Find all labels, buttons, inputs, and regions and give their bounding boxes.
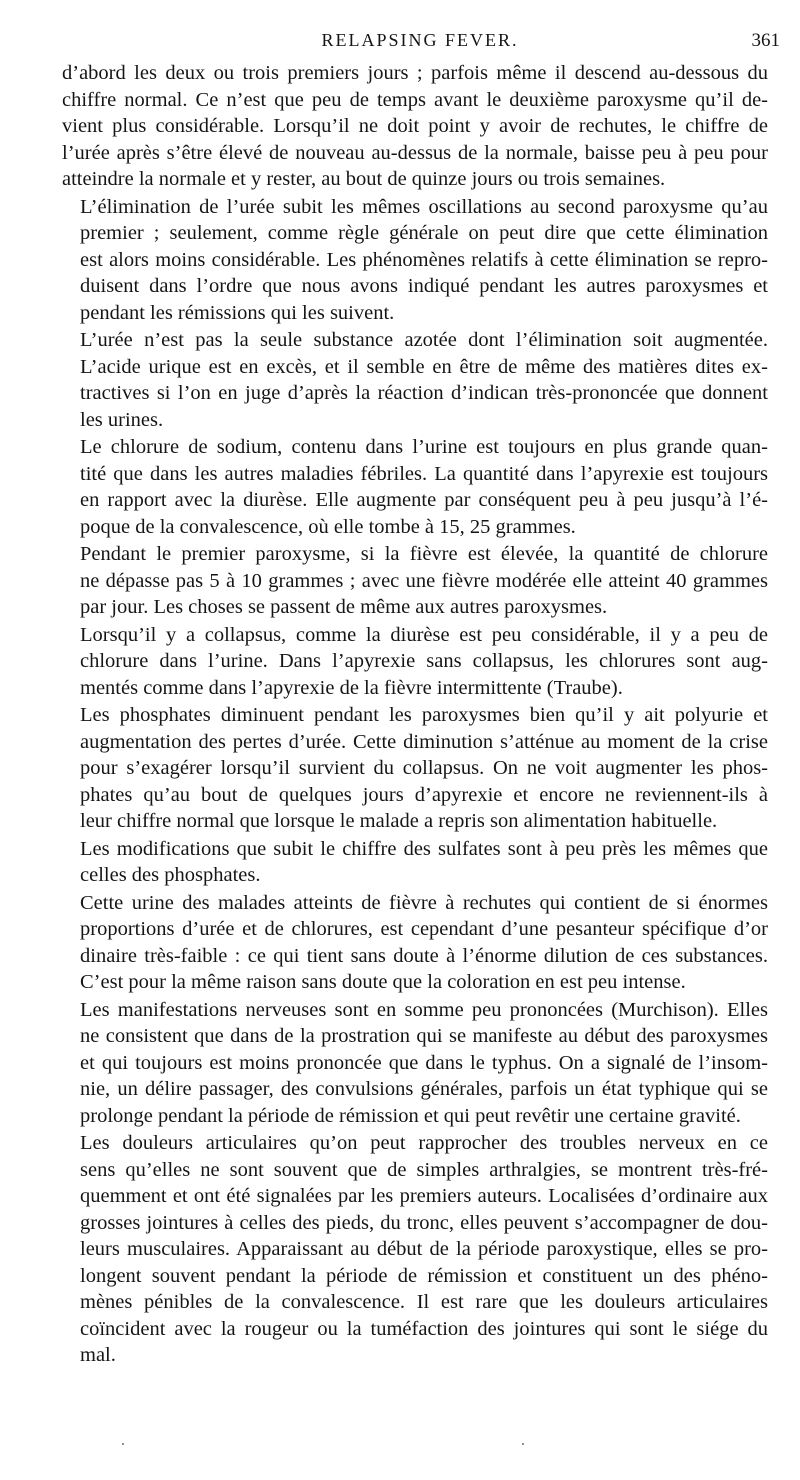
text-line: tractives si l’on en juge d’après la réaction d’indican très-prononcée que donnent bbox=[80, 382, 768, 404]
text-line: Les manifestations nerveuses sont en somme peu prononcées (Murchison). Elles bbox=[80, 998, 768, 1021]
paragraph-1 bbox=[62, 60, 768, 193]
body-text bbox=[62, 60, 768, 1370]
text-line: et qui toujours est moins prononcée que dans le typhus. On a signalé de l’insom- bbox=[80, 1051, 768, 1074]
text-line: Les douleurs articulaires qu’on peut rapprocher des troubles nerveux en ce bbox=[80, 1132, 768, 1154]
text-line: Les phosphates diminuent pendant les paroxysmes bien qu’il y ait polyurie et bbox=[80, 704, 768, 726]
text-line: vient plus considérable. Lorsqu’il ne doit point y avoir de rechutes, le chiffre de bbox=[62, 115, 768, 137]
text-line: nie, un délire passager, des convulsions générales, parfois un état typhique qui se bbox=[80, 1078, 768, 1100]
paragraph-3 bbox=[62, 327, 768, 433]
paragraph-11 bbox=[62, 1130, 768, 1369]
text-line: d’abord les deux ou trois premiers jours ; parfois même il descend au-dessous du bbox=[62, 62, 768, 84]
text-line: L’urée n’est pas la seule substance azotée dont l’élimination soit augmentée. bbox=[80, 329, 768, 351]
text-line: prolonge pendant la période de rémission et qui peut revêtir une certaine gravité. bbox=[80, 1104, 741, 1127]
text-line: poque de la convalescence, où elle tombe à 15, 25 grammes. bbox=[80, 515, 576, 538]
text-line: quemment et ont été signalées par les premiers auteurs. Localisées d’ordinaire aux bbox=[80, 1185, 768, 1207]
paragraph-2 bbox=[62, 194, 768, 327]
text-line: est alors moins considérable. Les phénomènes relatifs à cette élimination se repro- bbox=[80, 248, 768, 271]
text-line: augmentation des pertes d’urée. Cette diminution s’atténue au moment de la crise bbox=[80, 730, 768, 753]
text-line: chlorure dans l’urine. Dans l’apyrexie sans collapsus, les chlorures sont aug- bbox=[80, 650, 768, 672]
text-line: longent souvent pendant la période de rémission et constituent un des phéno- bbox=[80, 1264, 768, 1287]
text-line: proportions d’urée et de chlorures, est cependant d’une pesanteur spécifique d’or bbox=[80, 918, 768, 940]
text-line: dinaire très-faible : ce qui tient sans doute à l’énorme dilution de ces substances. bbox=[80, 944, 768, 967]
text-line: par jour. Les choses se passent de même aux autres paroxysmes. bbox=[80, 596, 608, 618]
text-line: L’acide urique est en excès, et il semble en être de même des matières dites ex- bbox=[80, 355, 768, 378]
text-line: grosses jointures à celles des pieds, du tronc, elles peuvent s’accompagner de dou- bbox=[80, 1211, 768, 1234]
paragraph-6 bbox=[62, 622, 768, 702]
text-line: mènes pénibles de la convalescence. Il est rare que les douleurs articulaires bbox=[80, 1291, 768, 1313]
text-line: ne dépasse pas 5 à 10 grammes ; avec une fièvre modérée elle atteint 40 grammes bbox=[80, 569, 768, 592]
page-number: 361 bbox=[751, 30, 780, 51]
text-line: mentés comme dans l’apyrexie de la fièvre intermittente (Traube). bbox=[80, 676, 623, 699]
text-line: mal. bbox=[80, 1344, 116, 1366]
text-line: Lorsqu’il y a collapsus, comme la diurèse est peu considérable, il y a peu de bbox=[80, 623, 768, 646]
paragraph-4 bbox=[62, 434, 768, 540]
text-line: pour s’exagérer lorsqu’il survient du collapsus. On ne voit augmenter les phos- bbox=[80, 757, 768, 779]
text-line: les urines. bbox=[80, 408, 164, 431]
text-line: ne consistent que dans de la prostration qui se manifeste au début des paroxysmes bbox=[80, 1025, 768, 1047]
text-line: chiffre normal. Ce n’est que peu de temps avant le deuxième paroxysme qu’il de- bbox=[62, 88, 768, 111]
paragraph-7 bbox=[62, 702, 768, 835]
text-line: celles des phosphates. bbox=[80, 864, 261, 886]
text-line: l’urée après s’être élevé de nouveau au-dessus de la normale, baisse peu à peu pour bbox=[62, 141, 768, 164]
scan-speck bbox=[122, 1443, 124, 1445]
text-line: Cette urine des malades atteints de fièvre à rechutes qui contient de si énormes bbox=[80, 891, 768, 914]
running-head bbox=[60, 30, 780, 54]
scan-speck bbox=[522, 1443, 524, 1445]
running-title: RELAPSING FEVER. bbox=[321, 30, 519, 50]
text-line: L’élimination de l’urée subit les mêmes oscillations au second paroxysme qu’au bbox=[80, 195, 768, 218]
paragraph-9 bbox=[62, 890, 768, 996]
paragraph-10 bbox=[62, 997, 768, 1130]
text-line: coïncident avec la rougeur ou la tuméfaction des jointures qui sont le siége du bbox=[80, 1317, 768, 1340]
text-line: sens qu’elles ne sont souvent que de simples arthralgies, se montrent très-fré- bbox=[80, 1158, 768, 1181]
paragraph-8 bbox=[62, 836, 768, 889]
text-line: C’est pour la même raison sans doute que la coloration en est peu intense. bbox=[80, 971, 686, 993]
text-line: leur chiffre normal que lorsque le malade a repris son alimentation habituelle. bbox=[80, 810, 718, 832]
text-line: premier ; seulement, comme règle générale on peut dire que cette élimination bbox=[80, 222, 768, 244]
text-line: en rapport avec la diurèse. Elle augmente par conséquent peu à peu jusqu’à l’é- bbox=[80, 489, 768, 511]
text-line: leurs musculaires. Apparaissant au début de la période paroxystique, elles se pro- bbox=[80, 1238, 768, 1260]
text-line: duisent dans l’ordre que nous avons indiqué pendant les autres paroxysmes et bbox=[80, 275, 768, 297]
text-line: Le chlorure de sodium, contenu dans l’urine est toujours en plus grande quan- bbox=[80, 436, 768, 458]
text-line: tité que dans les autres maladies fébriles. La quantité dans l’apyrexie est toujours bbox=[80, 462, 768, 485]
scan-specks bbox=[0, 1443, 800, 1449]
text-line: pendant les rémissions qui les suivent. bbox=[80, 301, 395, 324]
text-line: atteindre la normale et y rester, au bout de quinze jours ou trois semaines. bbox=[62, 168, 666, 190]
text-line: phates qu’au bout de quelques jours d’apyrexie et encore ne reviennent-ils à bbox=[80, 783, 768, 806]
text-line: Les modifications que subit le chiffre des sulfates sont à peu près les mêmes que bbox=[80, 837, 768, 860]
paragraph-5 bbox=[62, 541, 768, 621]
text-line: Pendant le premier paroxysme, si la fièvre est élevée, la quantité de chlorure bbox=[80, 543, 768, 565]
